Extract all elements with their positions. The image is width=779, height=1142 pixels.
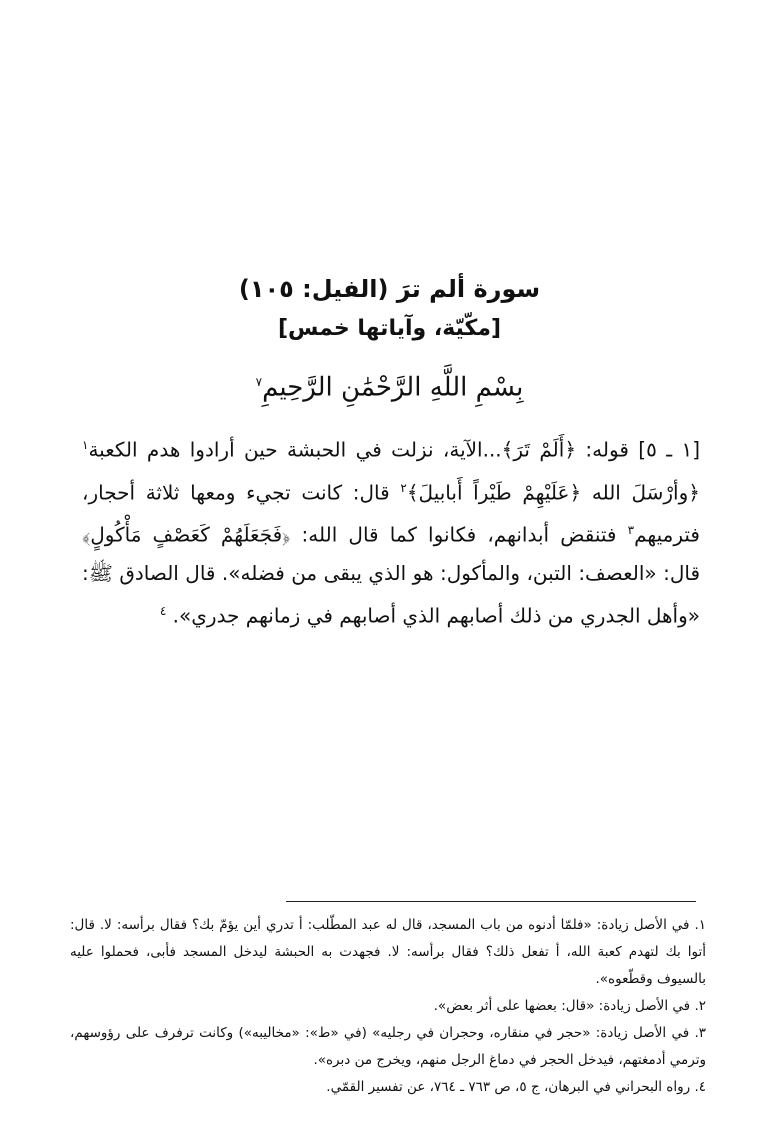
footnote-number: ٤. <box>694 1079 706 1095</box>
surah-subtitle: [مكّيّة، وآياتها خمس] <box>277 316 501 341</box>
footnote-ref-1: ١ <box>82 438 89 452</box>
footnote-number: ٣. <box>694 1025 706 1041</box>
footnote-3 <box>70 1020 706 1074</box>
basmala-footnote-ref: ٧ <box>255 375 263 389</box>
footnote-ref-2: ٢ <box>400 480 407 495</box>
footnote-text: في الأصل زيادة: «فلمّا أدنوه من باب المسجد، قال له عبد المطّلب: أ تدري أين يؤمّ بك؟ فقال برأسه: لا. قال: أتوا بك لتهدم كعبة الله، أ تفعل ذلك؟ فقال برأسه: لا. فجهدت به الحبشة ليدخل المسجد فأبى، فحملوا عليه بالسيوف وقطّعوه». <box>70 917 706 987</box>
footnotes-list <box>70 912 706 1101</box>
commentary-text-4: فتنقض أبدانهم، فكانوا كما قال الله: ﴿فَجَعَلَهُمْ كَعَصْفٍ مَأْكُولٍ﴾ قال: «العصف: التبن، والمأكول: هو الذي يبقى من فضله». قال الصادق ﷺ: «وأهل الجدري من ذلك أصابهم الذي أصابهم في زمانهم جدري». <box>82 522 700 628</box>
basmala <box>0 362 779 408</box>
footnote-number: ٢. <box>694 998 706 1014</box>
footnote-number: ١. <box>694 917 706 933</box>
commentary-paragraph <box>82 426 700 635</box>
commentary-text-1: [١ ـ ٥] قوله: ﴿أَلَمْ تَرَ﴾...الآية، نزلت في الحبشة حين أرادوا هدم الكعبة <box>88 437 700 462</box>
footnote-2 <box>70 993 706 1020</box>
commentary-text-3: قال: كانت تجيء ومعها ثلاثة أحجار، فترميهم <box>82 480 700 547</box>
commentary-text-2: ﴿وأرْسَلَ الله ﴿عَلَيْهِمْ طَيْراً أَبابيلَ﴾ <box>406 480 700 505</box>
footnote-4 <box>70 1074 706 1101</box>
footnote-divider <box>286 901 696 902</box>
footnote-ref-4: ٤ <box>159 603 167 618</box>
footnote-text: رواه البحراني في البرهان، ج ٥، ص ٧٦٣ ـ ٧٦٤، عن تفسير القمّي. <box>326 1079 695 1095</box>
footnote-1 <box>70 912 706 993</box>
footnote-ref-3: ٣ <box>627 523 635 538</box>
footnote-text: في الأصل زيادة: «قال: بعضها على أثر بعض». <box>433 998 695 1014</box>
footnote-text: في الأصل زيادة: «حجر في منقاره، وحجران في رجليه» (في «ط»: «مخاليبه») وكانت ترفرف على رؤوسهم، وترمي أدمغتهم، فيدخل الحجر في دماغ الرجل منهم، ويخرج من دبره». <box>70 1025 706 1068</box>
surah-title: سورة ألم ترَ (الفيل: ١٠٥) <box>238 275 541 303</box>
basmala-text: بِسْمِ اللَّهِ الرَّحْمَٰنِ الرَّحِيمِ <box>262 372 524 403</box>
